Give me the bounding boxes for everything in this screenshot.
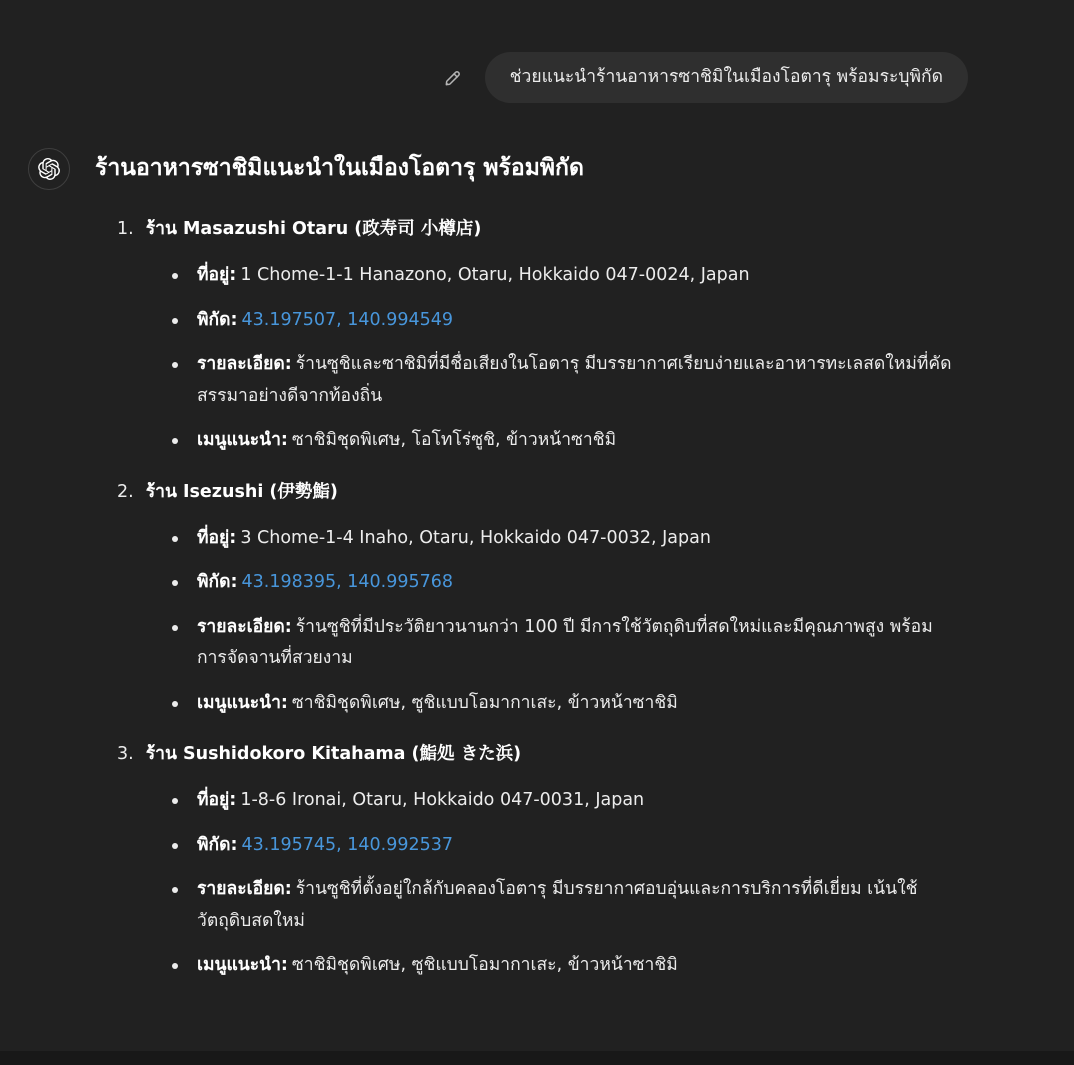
detail-label: พิกัด: [197,309,238,330]
assistant-message-row [0,103,1074,1002]
coordinates-link[interactable]: 43.198395, 140.995768 [241,572,454,592]
detail-value: ซาชิมิชุดพิเศษ, โอโทโร่ซูชิ, ข้าวหน้าซาชิมิ [291,430,617,450]
restaurant-name: ร้าน Sushidokoro Kitahama (鮨処 きた浜) [145,744,522,764]
detail-item [197,785,959,817]
detail-value: ร้านซูชิที่ตั้งอยู่ใกล้กับคลองโอตารุ มีบรรยากาศอบอุ่นและการบริการที่ดีเยี่ยม เน้นใช้วัตถุดิบสดใหม่ [197,879,918,931]
detail-item [197,425,959,457]
detail-label: ที่อยู่: [197,265,237,285]
restaurant-item [117,477,959,720]
detail-value: 3 Chome-1-4 Inaho, Otaru, Hokkaido 047-0032, Japan [240,527,711,548]
detail-item [197,523,959,555]
detail-label: รายละเอียด: [197,616,292,637]
detail-label: เมนูแนะนำ: [197,955,288,975]
detail-value: ร้านซูชิที่มีประวัติยาวนานกว่า 100 ปี มีการใช้วัตถุดิบที่สดใหม่และมีคุณภาพสูง พร้อมการจัดจานที่สวยงาม [197,616,933,668]
restaurant-details [117,523,959,720]
detail-value: ซาชิมิชุดพิเศษ, ซูชิแบบโอมากาเสะ, ข้าวหน้าซาชิมิ [291,955,678,975]
bottom-edge [0,1051,1074,1065]
restaurant-name: ร้าน Masazushi Otaru (政寿司 小樽店) [145,219,482,239]
detail-item [197,950,959,982]
user-message-text: ช่วยแนะนำร้านอาหารซาชิมิในเมืองโอตารุ พร้อมระบุพิกัด [509,67,943,87]
detail-item [197,612,959,675]
detail-item [197,688,959,720]
detail-value: ซาชิมิชุดพิเศษ, ซูชิแบบโอมากาเสะ, ข้าวหน้าซาชิมิ [291,692,678,713]
restaurant-item [117,214,959,457]
detail-label: ที่อยู่: [197,527,237,548]
restaurant-name: ร้าน Isezushi (伊勢鮨) [145,481,338,502]
detail-label: พิกัด: [197,834,238,855]
detail-item [197,349,959,412]
detail-item [197,874,959,937]
user-message-row [0,0,1074,103]
response-heading: ร้านอาหารซาชิมิแนะนำในเมืองโอตารุ พร้อมพิกัด [95,155,584,181]
detail-item [197,830,959,862]
detail-label: พิกัด: [197,572,238,592]
coordinates-link[interactable]: 43.197507, 140.994549 [241,309,454,330]
detail-label: ที่อยู่: [197,790,237,810]
restaurant-list [95,214,959,982]
detail-value: ร้านซูชิและซาชิมิที่มีชื่อเสียงในโอตารุ มีบรรยากาศเรียบง่ายและอาหารทะเลสดใหม่ที่คัดสรรมาอย่างดีจากท้องถิ่น [197,354,952,406]
restaurant-item [117,739,959,982]
restaurant-details [117,260,959,457]
detail-label: รายละเอียด: [197,354,292,374]
detail-label: เมนูแนะนำ: [197,692,288,713]
openai-logo-icon [38,158,60,180]
detail-item [197,567,959,599]
user-message-bubble [485,52,968,103]
assistant-content [95,148,959,1002]
coordinates-link[interactable]: 43.195745, 140.992537 [241,834,454,855]
detail-label: เมนูแนะนำ: [197,430,288,450]
detail-label: รายละเอียด: [197,879,292,899]
detail-value: 1-8-6 Ironai, Otaru, Hokkaido 047-0031, Japan [240,790,645,810]
assistant-avatar [28,148,70,190]
pencil-icon [443,68,463,88]
detail-value: 1 Chome-1-1 Hanazono, Otaru, Hokkaido 047-0024, Japan [240,265,750,285]
edit-message-button[interactable] [442,67,464,89]
restaurant-details [117,785,959,982]
detail-item [197,260,959,292]
detail-item [197,305,959,337]
